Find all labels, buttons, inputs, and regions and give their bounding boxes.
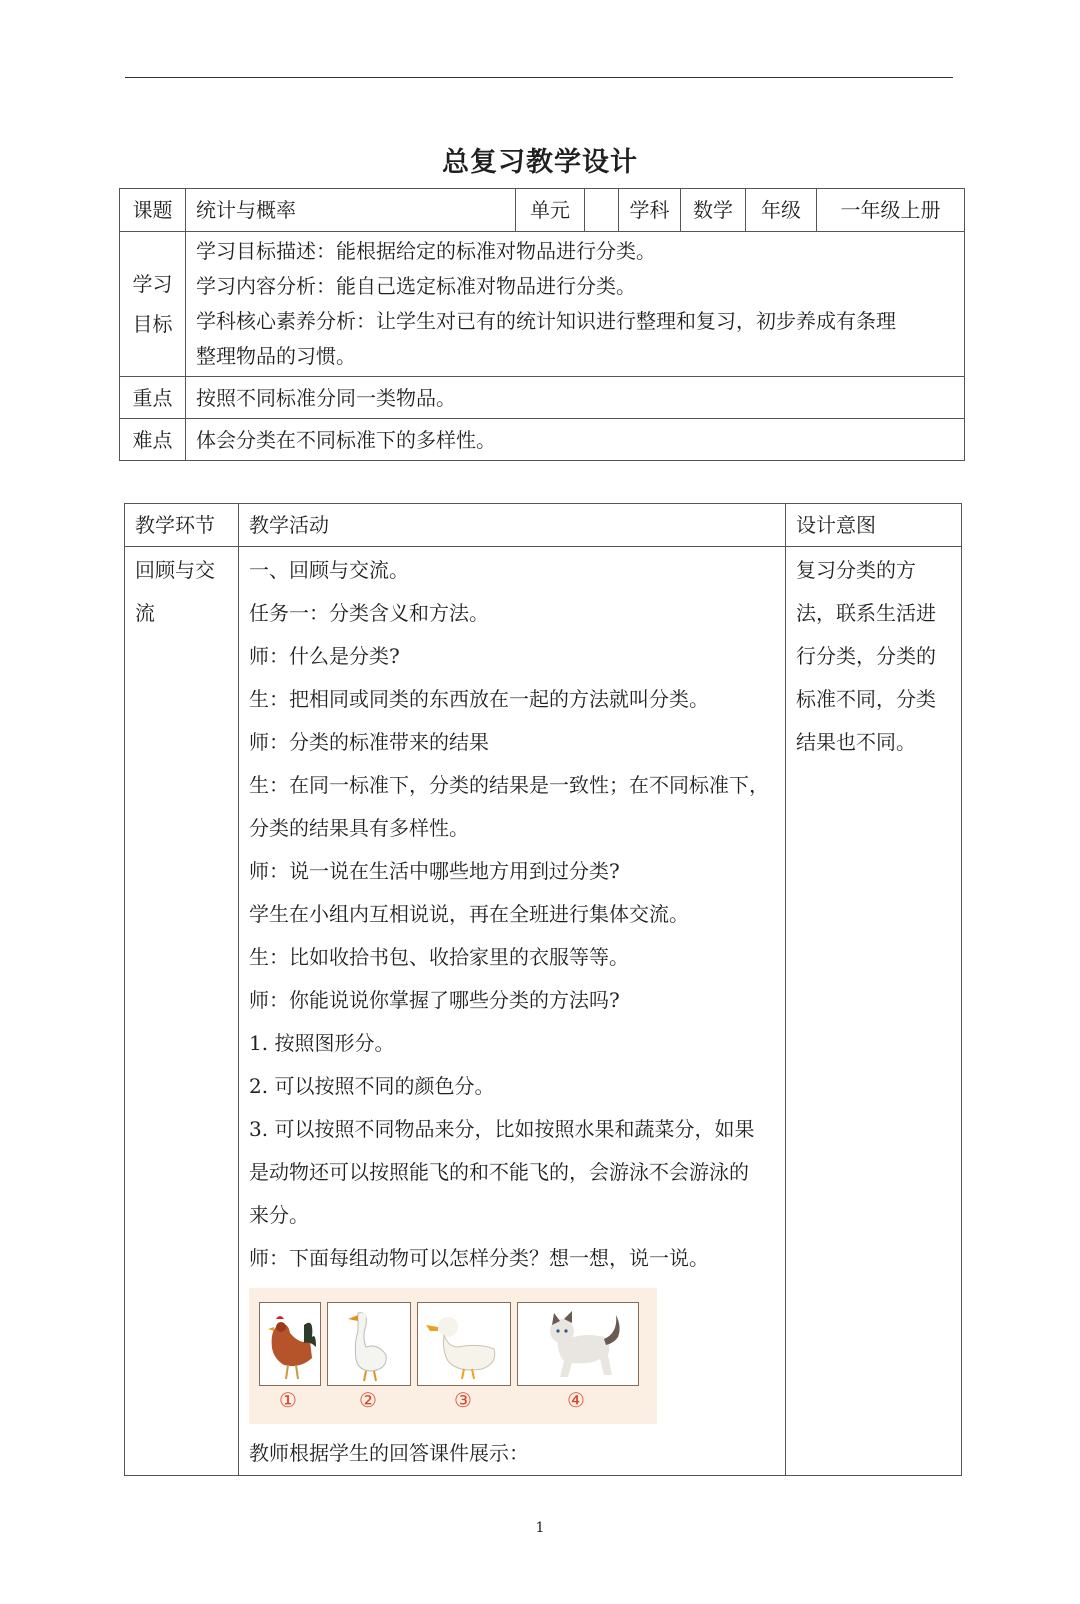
activity-line: 2. 可以按照不同的颜色分。 bbox=[249, 1074, 495, 1098]
figure-label-2: ② bbox=[359, 1388, 377, 1412]
activity-line: 师：你能说说你掌握了哪些分类的方法吗? bbox=[249, 988, 620, 1012]
grade-label: 年级 bbox=[746, 189, 817, 232]
intent-cell bbox=[786, 547, 962, 1476]
figure-label-1: ① bbox=[279, 1388, 297, 1412]
unit-label: 单元 bbox=[516, 189, 585, 232]
intent-line: 行分类，分类的 bbox=[796, 644, 936, 668]
header-rule bbox=[125, 77, 953, 78]
activity-line: 师：下面每组动物可以怎样分类？想一想，说一说。 bbox=[249, 1246, 709, 1270]
activity-line: 师：说一说在生活中哪些地方用到过分类? bbox=[249, 859, 620, 883]
intent-line: 标准不同，分类 bbox=[796, 687, 936, 711]
difficulty-value: 体会分类在不同标准下的多样性。 bbox=[186, 419, 965, 461]
activity-line: 师：什么是分类? bbox=[249, 644, 400, 668]
page-number: 1 bbox=[535, 1520, 545, 1536]
animal-box-1 bbox=[259, 1302, 321, 1386]
figure-label-3: ③ bbox=[454, 1388, 472, 1412]
key-point-value: 按照不同标准分同一类物品。 bbox=[186, 377, 965, 419]
goose-icon bbox=[328, 1303, 410, 1385]
activity-line: 生：在同一标准下，分类的结果是一致性；在不同标准下， bbox=[249, 773, 769, 797]
activity-line: 生：把相同或同类的东西放在一起的方法就叫分类。 bbox=[249, 687, 709, 711]
intent-line: 复习分类的方 bbox=[796, 558, 916, 582]
info-table bbox=[119, 188, 965, 461]
difficulty-label: 难点 bbox=[120, 419, 186, 461]
activity-cell bbox=[239, 547, 786, 1476]
stage-cell: 回顾与交 流 bbox=[125, 547, 239, 1476]
activity-line: 一、回顾与交流。 bbox=[249, 558, 409, 582]
goal-line: 学科核心素养分析：让学生对已有的统计知识进行整理和复习，初步养成有条理 bbox=[196, 309, 896, 333]
subject-label: 学科 bbox=[619, 189, 681, 232]
goals-content bbox=[186, 232, 965, 377]
goal-line: 学习目标描述：能根据给定的标准对物品进行分类。 bbox=[196, 239, 656, 263]
activity-line: 学生在小组内互相说说，再在全班进行集体交流。 bbox=[249, 902, 689, 926]
activity-line: 1. 按照图形分。 bbox=[249, 1031, 395, 1055]
key-point-label: 重点 bbox=[120, 377, 186, 419]
goal-line: 学习内容分析：能自己选定标准对物品进行分类。 bbox=[196, 274, 636, 298]
activity-line: 3. 可以按照不同物品来分，比如按照水果和蔬菜分，如果 bbox=[249, 1117, 755, 1141]
activity-line: 生：比如收拾书包、收拾家里的衣服等等。 bbox=[249, 945, 629, 969]
grade-value: 一年级上册 bbox=[817, 189, 965, 232]
activity-line: 师：分类的标准带来的结果 bbox=[249, 730, 489, 754]
process-table bbox=[124, 503, 962, 1476]
activity-line: 分类的结果具有多样性。 bbox=[249, 816, 469, 840]
cat-icon bbox=[518, 1303, 638, 1385]
topic-label: 课题 bbox=[120, 189, 186, 232]
activity-line: 教师根据学生的回答课件展示： bbox=[249, 1441, 529, 1465]
intent-line: 法，联系生活进 bbox=[796, 601, 936, 625]
animal-box-4 bbox=[517, 1302, 639, 1386]
topic-value: 统计与概率 bbox=[186, 189, 516, 232]
document-title: 总复习教学设计 bbox=[442, 147, 638, 178]
subject-value: 数学 bbox=[681, 189, 746, 232]
activity-line: 来分。 bbox=[249, 1203, 309, 1227]
animal-box-3 bbox=[417, 1302, 511, 1386]
rooster-icon bbox=[260, 1303, 320, 1385]
header-stage: 教学环节 bbox=[125, 504, 239, 547]
intent-line: 结果也不同。 bbox=[796, 730, 916, 754]
animal-box-2 bbox=[327, 1302, 411, 1386]
figure-label-4: ④ bbox=[567, 1388, 585, 1412]
activity-line: 是动物还可以按照能飞的和不能飞的，会游泳不会游泳的 bbox=[249, 1160, 749, 1184]
header-activity: 教学活动 bbox=[239, 504, 786, 547]
animals-figure bbox=[249, 1288, 657, 1424]
header-intent: 设计意图 bbox=[786, 504, 962, 547]
unit-value bbox=[585, 189, 619, 232]
activity-line: 任务一：分类含义和方法。 bbox=[249, 601, 489, 625]
goals-label: 学习 目标 bbox=[120, 232, 186, 377]
duck-icon bbox=[418, 1303, 510, 1385]
goal-line: 整理物品的习惯。 bbox=[196, 344, 356, 368]
